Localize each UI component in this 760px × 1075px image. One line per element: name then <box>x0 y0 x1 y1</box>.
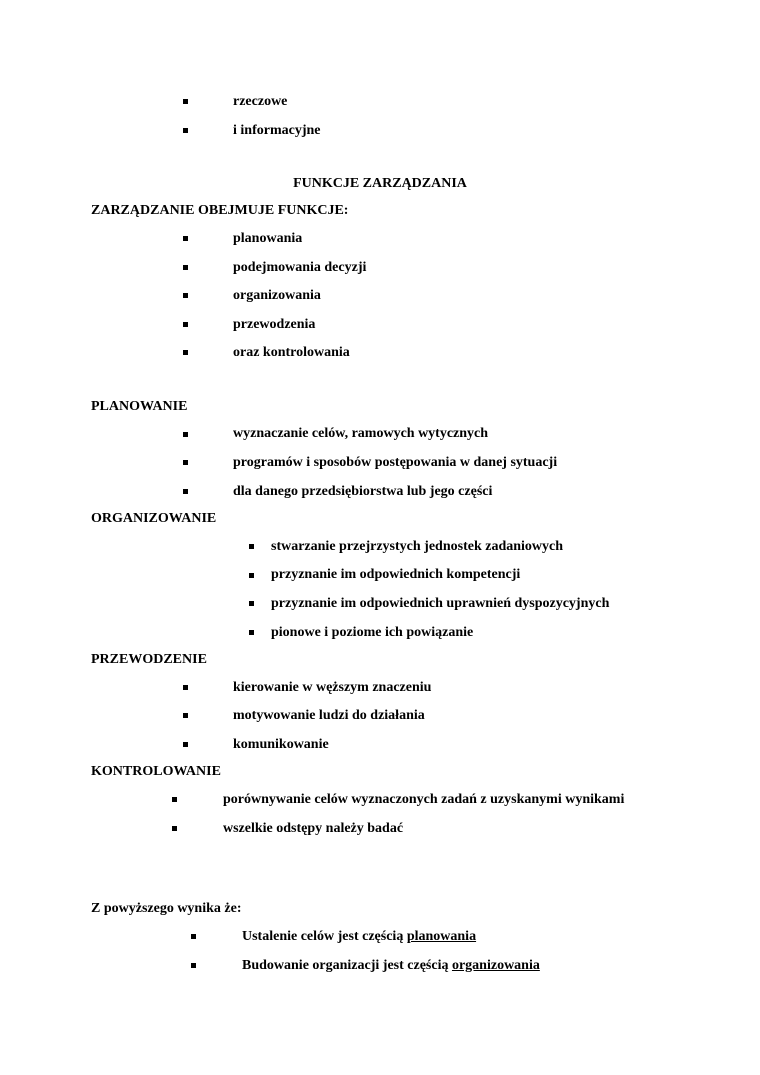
conclusion-text: Budowanie organizacji jest częścią <box>242 958 452 973</box>
section-heading-kontrolowanie: KONTROLOWANIE <box>91 764 221 779</box>
bullet-icon <box>183 128 188 133</box>
conclusion-text: Ustalenie celów jest częścią <box>242 929 407 944</box>
list-item: pionowe i poziome ich powiązanie <box>271 625 474 640</box>
bullet-icon <box>183 293 188 298</box>
bullet-icon <box>249 601 254 606</box>
bullet-icon <box>249 544 254 549</box>
list-item: podejmowania decyzji <box>233 260 367 275</box>
bullet-icon <box>183 350 188 355</box>
list-item: przewodzenia <box>233 317 316 332</box>
bullet-icon <box>183 432 188 437</box>
section-heading-conclusion: Z powyższego wynika że: <box>91 901 242 916</box>
bullet-icon <box>249 630 254 635</box>
list-item: motywowanie ludzi do działania <box>233 708 425 723</box>
bullet-icon <box>172 826 177 831</box>
list-item: dla danego przedsiębiorstwa lub jego części <box>233 484 493 499</box>
section-heading-functions: ZARZĄDZANIE OBEJMUJE FUNKCJE: <box>91 203 349 218</box>
section-heading-organizowanie: ORGANIZOWANIE <box>91 511 217 526</box>
page-title: FUNKCJE ZARZĄDZANIA <box>293 176 467 191</box>
list-item <box>242 929 476 945</box>
bullet-icon <box>183 265 188 270</box>
section-heading-przewodzenie: PRZEWODZENIE <box>91 652 207 667</box>
list-item: oraz kontrolowania <box>233 345 350 360</box>
list-item: rzeczowe <box>233 94 288 109</box>
bullet-icon <box>183 713 188 718</box>
bullet-icon <box>249 573 254 578</box>
bullet-icon <box>183 685 188 690</box>
list-item: kierowanie w węższym znaczeniu <box>233 680 432 695</box>
list-item: wyznaczanie celów, ramowych wytycznych <box>233 426 489 441</box>
list-item: porównywanie celów wyznaczonych zadań z uzyskanymi wynikami <box>223 792 625 807</box>
bullet-icon <box>183 236 188 241</box>
list-item: stwarzanie przejrzystych jednostek zadaniowych <box>271 539 564 554</box>
list-item <box>242 958 540 974</box>
list-item: planowania <box>233 231 303 246</box>
bullet-icon <box>183 99 188 104</box>
bullet-icon <box>183 460 188 465</box>
list-item: komunikowanie <box>233 737 329 752</box>
list-item: organizowania <box>233 288 321 303</box>
list-item: przyznanie im odpowiednich uprawnień dyspozycyjnych <box>271 596 610 611</box>
bullet-icon <box>191 963 196 968</box>
underlined-term-organizowania: organizowania <box>451 958 540 973</box>
list-item: programów i sposobów postępowania w danej sytuacji <box>233 455 558 470</box>
list-item: przyznanie im odpowiednich kompetencji <box>271 567 521 582</box>
bullet-icon <box>183 489 188 494</box>
underlined-term-planowania: planowania <box>406 929 477 944</box>
bullet-icon <box>191 934 196 939</box>
bullet-icon <box>183 322 188 327</box>
list-item: i informacyjne <box>233 123 321 138</box>
bullet-icon <box>183 742 188 747</box>
list-item: wszelkie odstępy należy badać <box>223 821 404 836</box>
section-heading-planowanie: PLANOWANIE <box>91 399 188 414</box>
bullet-icon <box>172 797 177 802</box>
